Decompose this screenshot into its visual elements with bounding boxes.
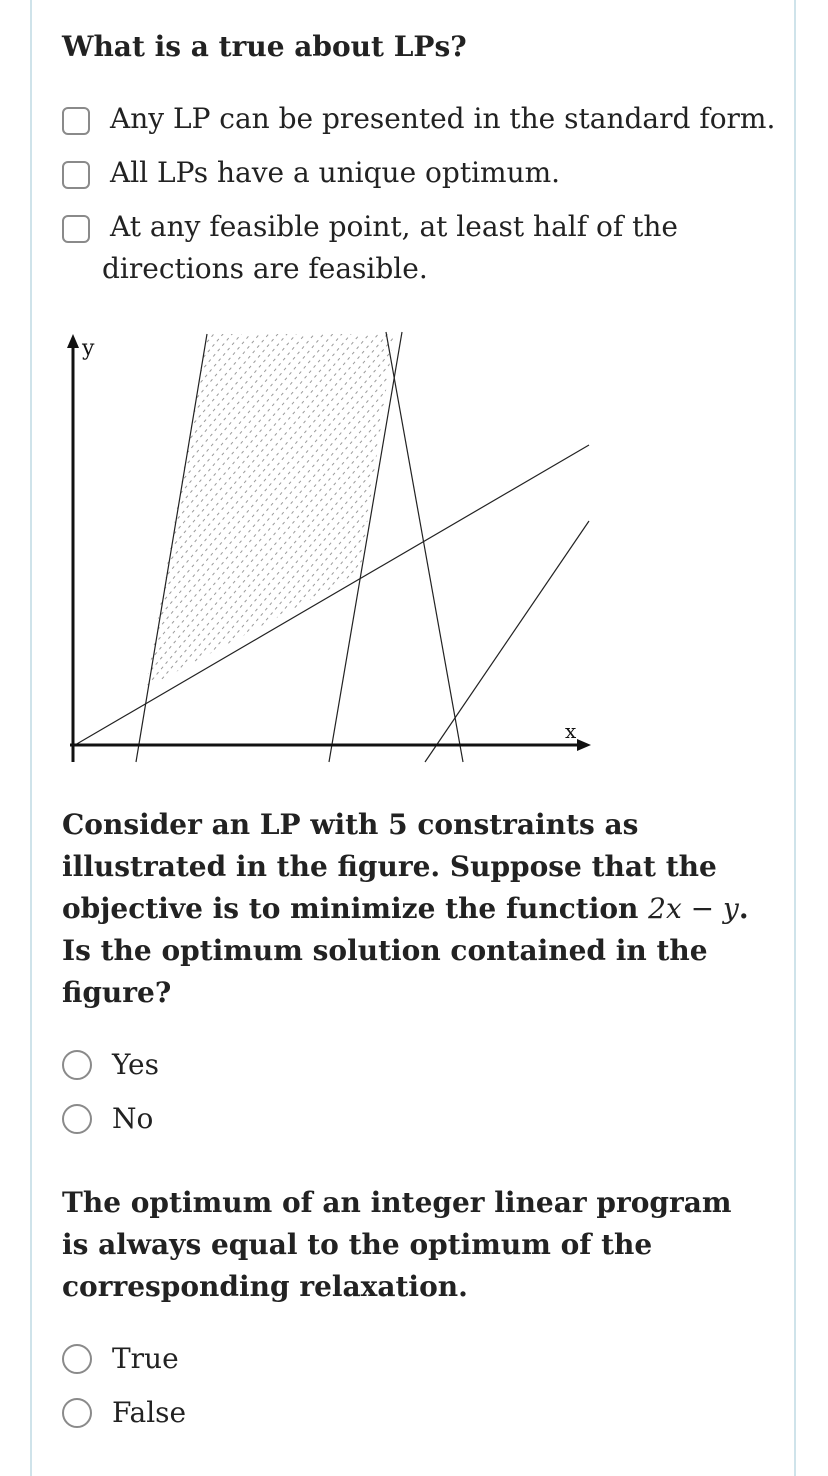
checkbox[interactable] (62, 215, 90, 243)
q1-option-1[interactable] (62, 98, 775, 140)
radio-button[interactable] (62, 1344, 92, 1374)
y-axis-arrow-icon (67, 334, 79, 348)
q3-option-true[interactable] (62, 1338, 179, 1380)
radio-button[interactable] (62, 1398, 92, 1428)
q1-option-3-label-line1: At any feasible point, at least half of the (110, 210, 678, 243)
x-axis-label: x (565, 719, 577, 743)
lp-constraints-figure (60, 322, 600, 772)
q2-text-after: . Is the optimum solution contained in the figure? (62, 892, 749, 1009)
q2-text-before: Consider an LP with 5 constraints as illustrated in the figure. Suppose that the objective is to minimize the function (62, 808, 717, 925)
radio-button[interactable] (62, 1050, 92, 1080)
q2-option-no-label: No (112, 1102, 154, 1135)
q1-option-2-label: All LPs have a unique optimum. (110, 156, 561, 189)
q3-option-false[interactable] (62, 1392, 186, 1434)
q2-option-yes[interactable] (62, 1044, 159, 1086)
question-3-text: The optimum of an integer linear program is always equal to the optimum of the corresponding relaxation. (62, 1186, 732, 1303)
constraint-line-right-steep (386, 332, 463, 762)
q1-option-2[interactable] (62, 152, 560, 194)
question-2-text (62, 804, 772, 1014)
feasible-region (146, 334, 394, 688)
q2-option-no[interactable] (62, 1098, 153, 1140)
q2-math-expression: 2x − y (648, 892, 739, 925)
q1-option-3-label-line2: directions are feasible. (102, 252, 428, 285)
radio-button[interactable] (62, 1104, 92, 1134)
q1-option-1-label: Any LP can be presented in the standard form. (110, 102, 776, 135)
x-axis-arrow-icon (577, 739, 591, 751)
checkbox[interactable] (62, 107, 90, 135)
q2-option-yes-label: Yes (112, 1048, 159, 1081)
checkbox[interactable] (62, 161, 90, 189)
q1-option-3[interactable] (62, 206, 678, 290)
q3-option-false-label: False (112, 1396, 187, 1429)
question-1-text: What is a true about LPs? (62, 30, 467, 63)
y-axis-label: y (82, 336, 95, 361)
q3-option-true-label: True (112, 1342, 179, 1375)
